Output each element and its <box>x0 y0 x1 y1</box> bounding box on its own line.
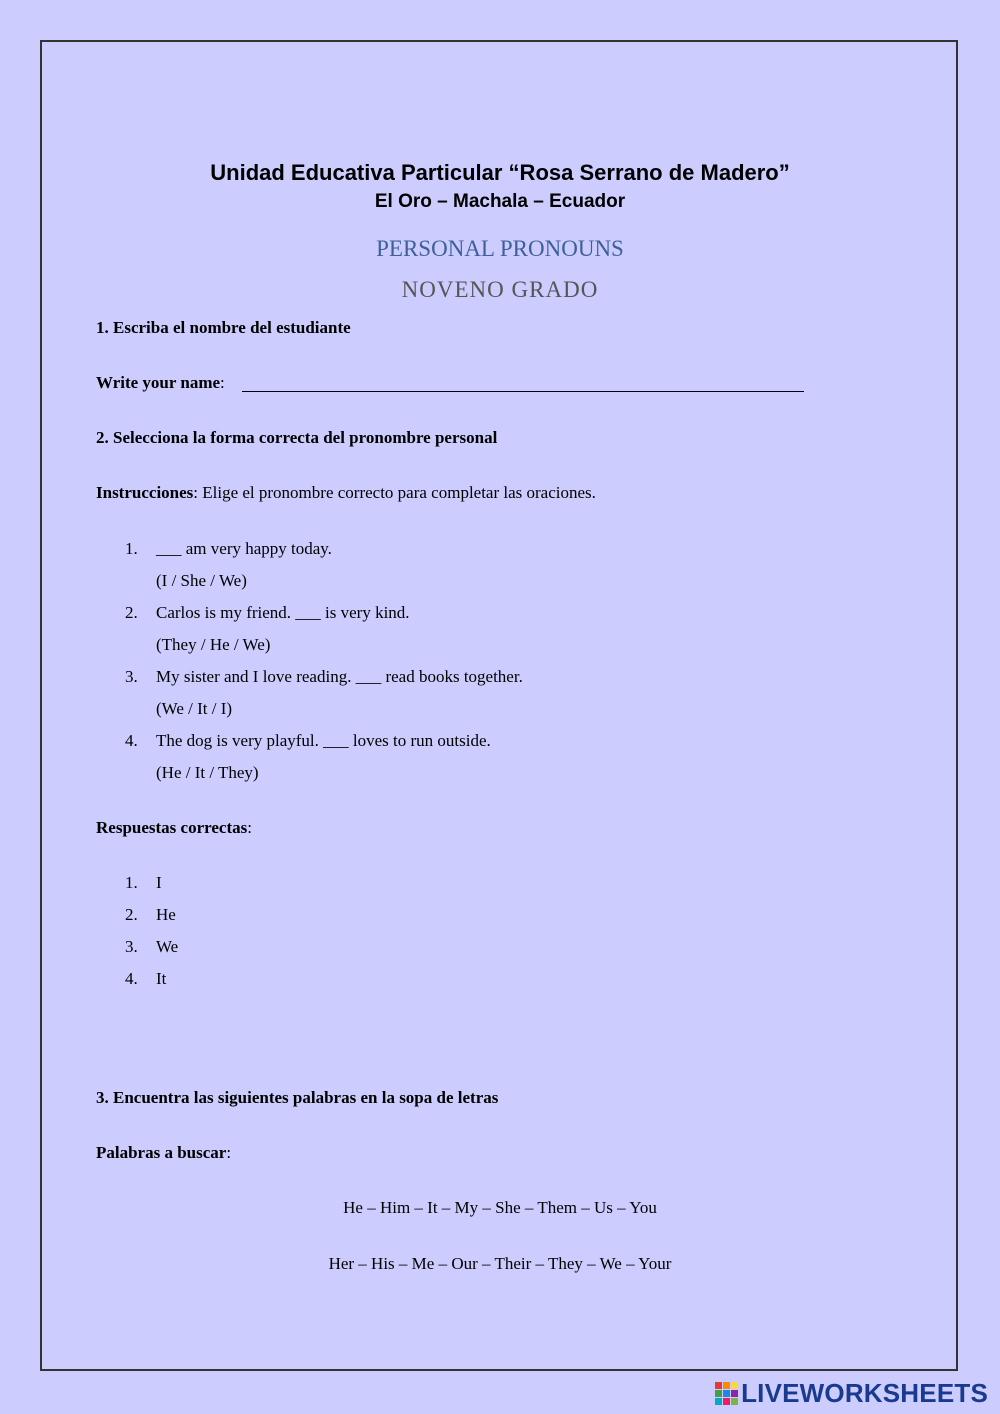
answers-label: Respuestas correctas <box>96 818 248 837</box>
logo-square <box>715 1398 722 1405</box>
instructions-text: : Elige el pronombre correcto para completar las oraciones. <box>193 483 596 502</box>
answer-number: 3. <box>125 937 138 956</box>
question-options[interactable]: (They / He / We) <box>156 635 271 654</box>
logo-square <box>723 1382 730 1389</box>
question-number: 3. <box>125 667 138 686</box>
logo-square <box>731 1390 738 1397</box>
question-number: 1. <box>125 539 138 558</box>
question-sentence: The dog is very playful. ___ loves to run outside. <box>156 731 491 750</box>
name-colon: : <box>220 373 225 392</box>
answer-text: He <box>156 905 176 924</box>
answer-number: 2. <box>125 905 138 924</box>
question-number: 2. <box>125 603 138 622</box>
logo-square <box>731 1398 738 1405</box>
grade-level: NOVENO GRADO <box>401 277 599 302</box>
question-sentence: My sister and I love reading. ___ read books together. <box>156 667 523 686</box>
answers-colon: : <box>247 818 252 837</box>
school-name: Unidad Educativa Particular “Rosa Serrano de Madero” <box>210 160 790 185</box>
word-list-line-1: He – Him – It – My – She – Them – Us – You <box>343 1198 657 1217</box>
logo-square <box>715 1390 722 1397</box>
logo-text: LIVEWORKSHEETS <box>741 1377 988 1408</box>
word-list-line-2: Her – His – Me – Our – Their – They – We – Your <box>328 1254 672 1273</box>
instructions <box>96 483 596 503</box>
answer-text: It <box>156 969 167 988</box>
section1-title: 1. Escriba el nombre del estudiante <box>96 318 351 337</box>
liveworksheets-logo[interactable] <box>715 1378 988 1408</box>
question-sentence: Carlos is my friend. ___ is very kind. <box>156 603 410 622</box>
question-options[interactable]: (He / It / They) <box>156 763 259 782</box>
school-location: El Oro – Machala – Ecuador <box>374 191 626 212</box>
section3-title: 3. Encuentra las siguientes palabras en la sopa de letras <box>96 1088 499 1107</box>
answers-heading <box>96 818 252 838</box>
answer-text: We <box>156 937 179 956</box>
words-heading <box>96 1143 231 1163</box>
name-input-line[interactable] <box>242 391 804 392</box>
logo-square <box>723 1398 730 1405</box>
logo-square <box>731 1382 738 1389</box>
logo-mark-icon <box>715 1382 738 1405</box>
logo-square <box>723 1390 730 1397</box>
question-number: 4. <box>125 731 138 750</box>
name-label: Write your name <box>96 373 221 392</box>
question-options[interactable]: (We / It / I) <box>156 699 233 718</box>
words-colon: : <box>226 1143 232 1162</box>
instructions-label: Instrucciones <box>96 483 194 502</box>
name-label-row <box>96 373 225 393</box>
answer-number: 4. <box>125 969 138 988</box>
section2-title: 2. Selecciona la forma correcta del pronombre personal <box>96 428 498 447</box>
words-label: Palabras a buscar <box>96 1143 227 1162</box>
worksheet-topic: PERSONAL PRONOUNS <box>376 236 624 261</box>
answer-number: 1. <box>125 873 138 892</box>
question-options[interactable]: (I / She / We) <box>156 571 247 590</box>
logo-square <box>715 1382 722 1389</box>
question-sentence: ___ am very happy today. <box>156 539 332 558</box>
answer-text: I <box>156 873 162 892</box>
